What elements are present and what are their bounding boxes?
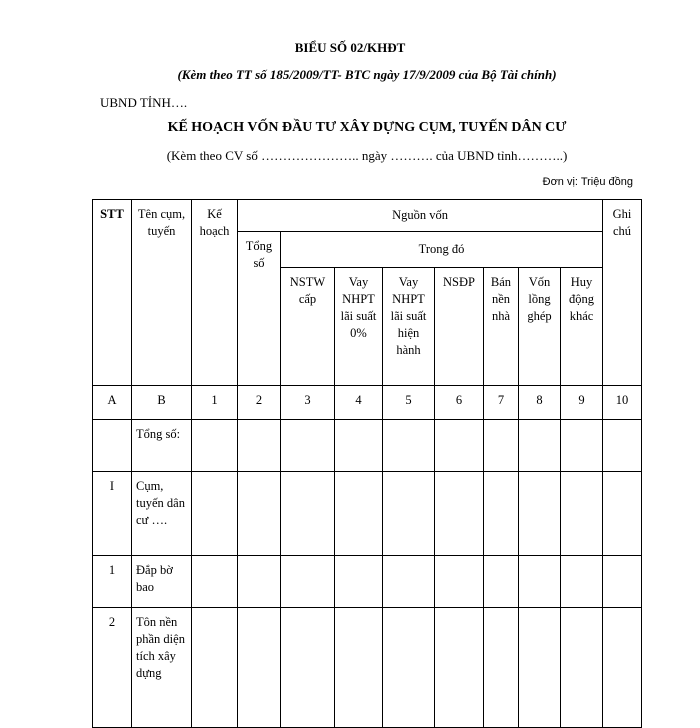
- page-title: KẾ HOẠCH VỐN ĐẦU TƯ XÂY DỰNG CỤM, TUYẾN DÂN CƯ: [167, 120, 567, 135]
- attach-note: (Kèm theo TT số 185/2009/TT- BTC ngày 17/9/2009 của Bộ Tài chính): [177, 67, 557, 82]
- index-cell: B: [132, 386, 192, 420]
- header-huy-dong: Huy động khác: [561, 268, 603, 386]
- index-row: [93, 386, 642, 420]
- index-cell: 8: [519, 386, 561, 420]
- form-code: BIỂU SỐ 02/KHĐT: [294, 40, 406, 55]
- header-stt: STT: [93, 200, 132, 386]
- header-ban-nen: Bán nền nhà: [484, 268, 519, 386]
- index-cell: 4: [335, 386, 383, 420]
- index-cell: 6: [435, 386, 484, 420]
- index-cell: 3: [281, 386, 335, 420]
- header-note: Ghi chú: [603, 200, 642, 386]
- row-stt: 2: [93, 608, 132, 728]
- header-funding-source: Nguồn vốn: [238, 200, 603, 232]
- row-stt: I: [93, 472, 132, 556]
- row-stt: 1: [93, 556, 132, 608]
- row-name: Tôn nền phần diện tích xây dựng: [132, 608, 192, 728]
- index-cell: A: [93, 386, 132, 420]
- row-name: Đắp bờ bao: [132, 556, 192, 608]
- unit-label: Đơn vị: Triệu đồng: [542, 176, 633, 188]
- header-nstw: NSTW cấp: [281, 268, 335, 386]
- header-of-which: Trong đó: [281, 232, 603, 268]
- table-row: [93, 556, 642, 608]
- plan-table: [92, 199, 642, 728]
- table-row: [93, 608, 642, 728]
- row-name: Tổng số:: [132, 420, 192, 472]
- header-total: Tổng số: [238, 232, 281, 386]
- header-plan: Kế hoạch: [192, 200, 238, 386]
- header-nsdp: NSĐP: [435, 268, 484, 386]
- header-von-long-ghep: Vốn lồng ghép: [519, 268, 561, 386]
- org-line: UBND TỈNH….: [100, 95, 188, 110]
- index-cell: 1: [192, 386, 238, 420]
- index-cell: 9: [561, 386, 603, 420]
- index-cell: 5: [383, 386, 435, 420]
- table-row: [93, 472, 642, 556]
- table-row: [93, 420, 642, 472]
- header-name: Tên cụm, tuyến: [132, 200, 192, 386]
- index-cell: 7: [484, 386, 519, 420]
- index-cell: 2: [238, 386, 281, 420]
- index-cell: 10: [603, 386, 642, 420]
- row-name: Cụm, tuyến dân cư ….: [132, 472, 192, 556]
- header-vay-0: Vay NHPT lãi suất 0%: [335, 268, 383, 386]
- cv-reference: (Kèm theo CV số ………………….. ngày ………. của UBND tỉnh………..): [166, 148, 568, 163]
- row-stt: [93, 420, 132, 472]
- header-vay-current: Vay NHPT lãi suất hiện hành: [383, 268, 435, 386]
